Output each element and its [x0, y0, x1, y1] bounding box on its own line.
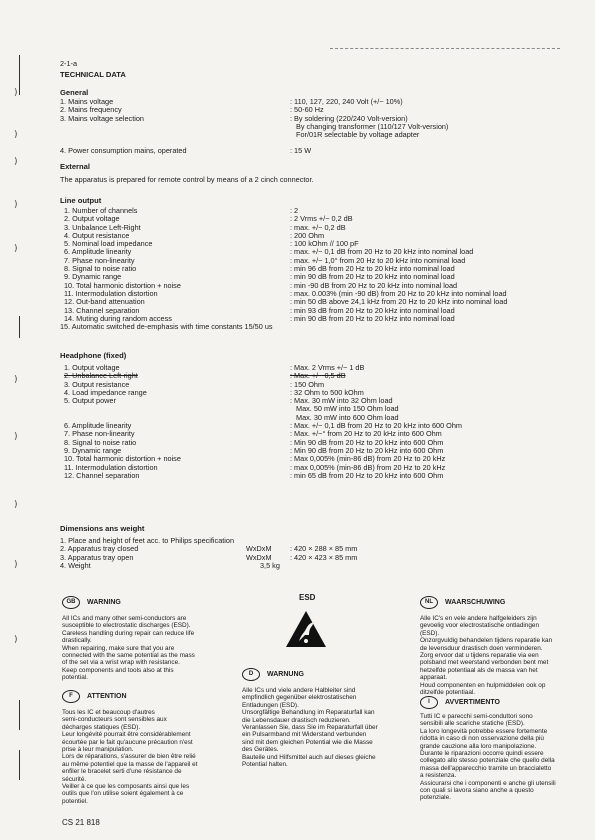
warning-line: de levensduur drastisch doen verminderen.: [420, 644, 543, 652]
warning-line: polsband met weerstand verbonden bent met: [420, 659, 549, 667]
spec-value: : 2: [290, 206, 299, 215]
warning-line: Alle ICs und viele andere Halbleiter sind: [242, 687, 356, 694]
warning-line: drastically.: [62, 637, 92, 645]
spec-label: 6. Amplitude linearity: [64, 247, 132, 257]
warning-line: potential.: [62, 674, 88, 682]
spec-row: [64, 224, 584, 232]
dimension-value: : 420 × 423 × 85 mm: [290, 552, 358, 562]
spec-label: 3. Unbalance Left-Right: [64, 222, 141, 232]
binder-tick: ): [14, 560, 18, 570]
warning-line: Entladungen (ESD).: [242, 701, 299, 709]
external-text: The apparatus is prepared for remote control by means of a 2 cinch connector.: [60, 175, 314, 184]
spec-value: Max. 50 mW into 150 Ohm load: [296, 404, 399, 414]
warning-line: Veranlassen Sie, dass Sie im Reparaturfall über: [242, 724, 378, 732]
spec-label: 7. Phase non-linearity: [64, 255, 135, 265]
spec-value: : Min 90 dB from 20 Hz to 20 kHz into 600 Ohm: [290, 445, 444, 455]
spec-label: 5. Output power: [64, 396, 116, 406]
warning-gb: [62, 596, 232, 682]
spec-label: 2. Unbalance Left-right: [64, 371, 138, 381]
warning-line: ditzelfde potentiaal.: [420, 689, 476, 697]
spec-label: 7. Phase non-linearity: [64, 429, 135, 439]
warning-line: ridotta in caso di non osservazione della più: [420, 735, 544, 743]
esd-warning-icon: [284, 609, 328, 649]
warning-line: potentiel.: [62, 797, 88, 805]
warning-line: Assicurarsi che i componenti e anche gli utensili: [420, 779, 556, 787]
warning-line: collegato allo stesso potenziale che quello della: [420, 757, 555, 765]
flag-d-badge: D: [242, 668, 260, 681]
warning-line: All ICs and many other semi-conductors are: [62, 615, 187, 622]
dimension-row: 1. Place and height of feet acc. to Philips specification: [60, 536, 235, 545]
warning-line: Unsorgfältige Behandlung im Reparaturfall kan: [242, 709, 375, 717]
page-ref: 2-1-a: [60, 59, 78, 68]
warning-line: outils que l'on utilise soient également à ce: [62, 790, 184, 798]
warning-title-text: AVVERTIMENTO: [445, 698, 500, 706]
spec-label: 12. Out-band attenuation: [64, 297, 145, 307]
spec-label: 14. Muting during random access: [64, 313, 172, 323]
warning-title-text: WAARSCHUWING: [445, 598, 506, 606]
spec-row: 15. Automatic switched de-emphasis with time constants 15/50 us: [60, 322, 273, 332]
warning-title: [62, 596, 232, 609]
warning-line: gevoelig voor electrostatische ontladingen: [420, 622, 540, 630]
warning-title-text: WARNUNG: [267, 670, 304, 678]
warning-line: écourtée par le fait qu'aucune précaution n'est: [62, 738, 193, 746]
spec-value: : min 90 dB from 20 Hz to 20 kHz into nominal load: [290, 313, 455, 323]
headphone-list: [64, 364, 584, 480]
spec-value: : Max. 2 Vrms +/− 1 dB: [290, 363, 365, 372]
spec-value: : max 0,005% (min-86 dB) from 20 Hz to 20 kHz: [290, 462, 446, 472]
warning-line: susceptible to electrostatic discharges (ESD).: [62, 622, 191, 630]
dimension-label: 4. Weight: [60, 560, 91, 570]
dimension-unit: 3,5 kg: [260, 560, 280, 570]
warning-title-text: WARNING: [87, 598, 121, 606]
warning-line: hetzelfde potentiaal als de massa van het: [420, 666, 538, 674]
warning-line: a resistenza.: [420, 772, 457, 780]
spec-value: : min 90 dB from 20 Hz to 20 kHz into nominal load: [290, 272, 455, 282]
line-output-list: [60, 206, 584, 332]
spec-value: : 110, 127, 220, 240 Volt (+/− 10%): [290, 97, 403, 106]
warning-title: [420, 696, 592, 709]
headphone-heading-text: Headphone (fixed): [60, 351, 127, 360]
page-title: TECHNICAL DATA: [60, 70, 126, 79]
warning-line: Potential halten.: [242, 761, 288, 769]
spec-value: : 32 Ohm to 500 kOhm: [290, 387, 364, 397]
spec-label: 5. Nominal load impedance: [64, 239, 153, 249]
warning-line: Tous les IC et beaucoup d'autres: [62, 709, 155, 716]
binder-mark: [19, 55, 20, 95]
binder-tick: ): [14, 500, 18, 510]
warning-line: Keep components and tools also at this: [62, 666, 174, 674]
binder-mark: [19, 750, 20, 780]
dimension-label: 2. Apparatus tray closed: [60, 544, 139, 554]
warning-title: [420, 596, 590, 609]
binder-tick: ): [14, 130, 18, 140]
footer-code: CS 21 818: [62, 818, 100, 827]
spec-label: [64, 405, 290, 413]
spec-value: : 100 kOhm // 100 pF: [290, 239, 359, 249]
warning-title-text: ATTENTION: [87, 692, 127, 700]
warning-line: Alle IC's en vele andere halfgeleiders zijn: [420, 615, 537, 622]
spec-label: 4. Power consumption mains, operated: [60, 146, 187, 156]
warning-line: die Lebensdauer drastisch reduzieren.: [242, 716, 351, 724]
flag-i-badge: I: [420, 696, 438, 709]
binder-tick: ): [14, 432, 18, 442]
spec-value: : Max. +/−° from 20 Hz to 20 kHz into 600 Ohm: [290, 429, 442, 439]
warning-nl: [420, 596, 590, 696]
warning-line: (ESD).: [420, 629, 440, 637]
warning-title: [242, 668, 412, 681]
binder-tick: ): [14, 244, 18, 254]
spec-value: : min 96 dB from 20 Hz to 20 kHz into nominal load: [290, 264, 455, 274]
spec-value: : 2 Vrms +/− 0,2 dB: [290, 214, 353, 224]
warning-line: Houd componenten en hulpmiddelen ook op: [420, 681, 546, 689]
spec-value: : Max. +/− 0,5 dB: [290, 371, 346, 381]
flag-f-badge: F: [62, 690, 80, 703]
spec-label: 3. Output resistance: [64, 379, 130, 389]
spec-row: [60, 131, 580, 139]
spec-label: 11. Intermodulation distortion: [64, 462, 158, 472]
flag-gb-badge: GB: [62, 596, 80, 609]
spec-value: Max. 30 mW into 600 Ohm load: [296, 412, 399, 422]
spec-value: : Min 90 dB from 20 Hz to 20 kHz into 600 Ohm: [290, 437, 444, 447]
spec-label: 3. Mains voltage selection: [60, 113, 144, 123]
warning-line: semi-conducteurs sont sensibles aux: [62, 716, 167, 724]
warning-line: When repairing, make sure that you are: [62, 644, 175, 652]
spec-label: 13. Channel separation: [64, 305, 140, 315]
spec-row: [64, 372, 584, 380]
warning-line: des Gerätes.: [242, 746, 279, 754]
warning-line: connected with the same potential as the mass: [62, 652, 195, 660]
dimension-value: : 420 × 288 × 85 mm: [290, 544, 358, 554]
spec-value: : By soldering (220/240 Volt-version): [290, 113, 408, 123]
spec-row: [60, 147, 580, 155]
warning-line: of the set via a wrist wrap with resistance.: [62, 659, 180, 667]
spec-value: : Max 0,005% (min-86 dB) from 20 Hz to 20 kHz: [290, 454, 446, 464]
binder-mark: [19, 700, 20, 730]
spec-label: 1. Number of channels: [64, 206, 138, 215]
warning-line: massa dell'apparecchio tramite un braccialetto: [420, 764, 552, 772]
dimension-unit: WxDxM: [246, 544, 272, 554]
spec-label: 2. Output voltage: [64, 214, 120, 224]
dimension-row: [60, 562, 580, 570]
spec-label: 1. Output voltage: [64, 363, 120, 372]
external-heading: External: [60, 162, 90, 171]
spec-label: 9. Dynamic range: [64, 272, 122, 282]
spec-label: 4. Output resistance: [64, 230, 130, 240]
spec-value: : max. +/− 0,1 dB from 20 Hz to 20 kHz into nominal load: [290, 247, 474, 257]
spec-label: 12. Channel separation: [64, 470, 140, 480]
spec-value: : 15 W: [290, 146, 312, 156]
dimension-unit: WxDxM: [246, 552, 272, 562]
warning-line: sécurité.: [62, 775, 87, 783]
spec-value: For/01R selectable by voltage adapter: [296, 130, 420, 140]
spec-label: 10. Total harmonic distortion + noise: [64, 454, 181, 464]
spec-value: : max. +/− 1,0° from 20 Hz to 20 kHz into nominal load: [290, 255, 466, 265]
warning-line: prise à leur manipulation.: [62, 746, 134, 754]
dimensions-heading: Dimensions ans weight: [60, 524, 145, 533]
warning-line: Veiller à ce que les composants ainsi que les: [62, 783, 190, 791]
spec-value: : min -90 dB from 20 Hz to 20 kHz into nominal load: [290, 280, 458, 290]
spec-value: : min 93 dB from 20 Hz to 20 kHz into nominal load: [290, 305, 455, 315]
spec-value: : max. +/− 0,2 dB: [290, 222, 346, 232]
warning-line: Tutti IC e parecchi semi-conduttori sono: [420, 713, 533, 720]
dimension-label: 3. Apparatus tray open: [60, 552, 134, 562]
warning-line: Onzorgvuldig behandelen tijdens reparatie kan: [420, 637, 553, 645]
spec-label: 4. Load impedance range: [64, 387, 147, 397]
warning-line: Zorg ervoor dat u tijdens reparatie via een: [420, 652, 539, 660]
spec-row: [64, 472, 584, 480]
warning-line: con quali si lavora siano anche a questo: [420, 787, 534, 795]
spec-value: : 50-60 Hz: [290, 105, 324, 115]
esd-label: ESD: [299, 593, 316, 602]
general-list: [60, 98, 580, 156]
general-heading: General: [60, 88, 89, 97]
spec-value: By changing transformer (110/127 Volt-version): [296, 121, 449, 131]
warning-line: au même potentiel que la masse de l'appareil et: [62, 760, 198, 768]
spec-value: : Max. 30 mW into 32 Ohm load: [290, 396, 393, 406]
spec-label: 8. Signal to noise ratio: [64, 437, 137, 447]
spec-label: 11. Intermodulation distortion: [64, 288, 158, 298]
spec-label: [60, 131, 290, 139]
binder-mark: [19, 316, 20, 338]
flag-nl-badge: NL: [420, 596, 438, 609]
spec-label: 9. Dynamic range: [64, 445, 122, 455]
spec-value: : min 65 dB from 20 Hz to 20 kHz into 600 Ohm: [290, 470, 444, 480]
spec-label: 1. Mains voltage: [60, 97, 114, 106]
spec-label: [60, 123, 290, 131]
top-scan-line: [330, 48, 560, 49]
warning-f: [62, 690, 237, 805]
warning-line: décharges statiques (ESD).: [62, 723, 141, 731]
warning-line: La loro longevità potrebbe essere fortemente: [420, 727, 548, 735]
spec-label: 8. Signal to noise ratio: [64, 264, 137, 274]
spec-label: 10. Total harmonic distortion + noise: [64, 280, 181, 290]
line-output-heading: Line output: [60, 196, 102, 205]
binder-tick: ): [14, 375, 18, 385]
warning-d: [242, 668, 412, 768]
spec-value: : 200 Ohm: [290, 230, 325, 240]
warning-line: Leur longévité pourrait être considérablement: [62, 731, 191, 739]
spec-value: : 150 Ohm: [290, 379, 325, 389]
warning-line: Bauteile und Hilfsmittel auch auf dieses gleiche: [242, 753, 376, 761]
warning-line: Careless handling during repair can reduce life: [62, 629, 195, 637]
spec-value: : max. 0.003% (min -90 dB) from 20 Hz to 20 kHz into nominal load: [290, 288, 507, 298]
binder-tick: ): [14, 157, 18, 167]
dimension-row: [60, 554, 580, 562]
binder-tick: ): [14, 200, 18, 210]
binder-tick: ): [14, 635, 18, 645]
warning-line: Lors de réparations, s'assurer de bien être relié: [62, 753, 196, 761]
headphone-heading: [60, 351, 126, 360]
warning-line: empfindlich gegenüber elektrostatischen: [242, 694, 357, 702]
spec-label: 2. Mains frequency: [60, 105, 122, 115]
warning-line: Durante le riparazioni occorre quindi essere: [420, 750, 544, 758]
warning-line: grande cauzione alla loro manipolazione.: [420, 742, 537, 750]
warning-line: sind mit dem gleichen Potential wie die Masse: [242, 738, 373, 746]
spec-value: : min 50 dB above 24,1 kHz from 20 Hz to 20 kHz into nominal load: [290, 297, 508, 307]
binder-tick: ): [14, 88, 18, 98]
warning-title: [62, 690, 237, 703]
warning-line: potenziale.: [420, 794, 451, 802]
warning-line: ein Pulsarmband mit Widerstand verbunden: [242, 731, 367, 739]
warning-line: sensibili alle scariche statiche (ESD).: [420, 720, 525, 728]
warning-line: enfiler le bracelet serti d'une résistance de: [62, 768, 182, 776]
dimensions-list: [60, 537, 580, 570]
warning-line: apparaat.: [420, 674, 448, 682]
warning-i: [420, 696, 592, 802]
spec-label: 6. Amplitude linearity: [64, 421, 132, 431]
spec-value: : Max. +/− 0,1 dB from 20 Hz to 20 kHz into 600 Ohm: [290, 421, 462, 431]
